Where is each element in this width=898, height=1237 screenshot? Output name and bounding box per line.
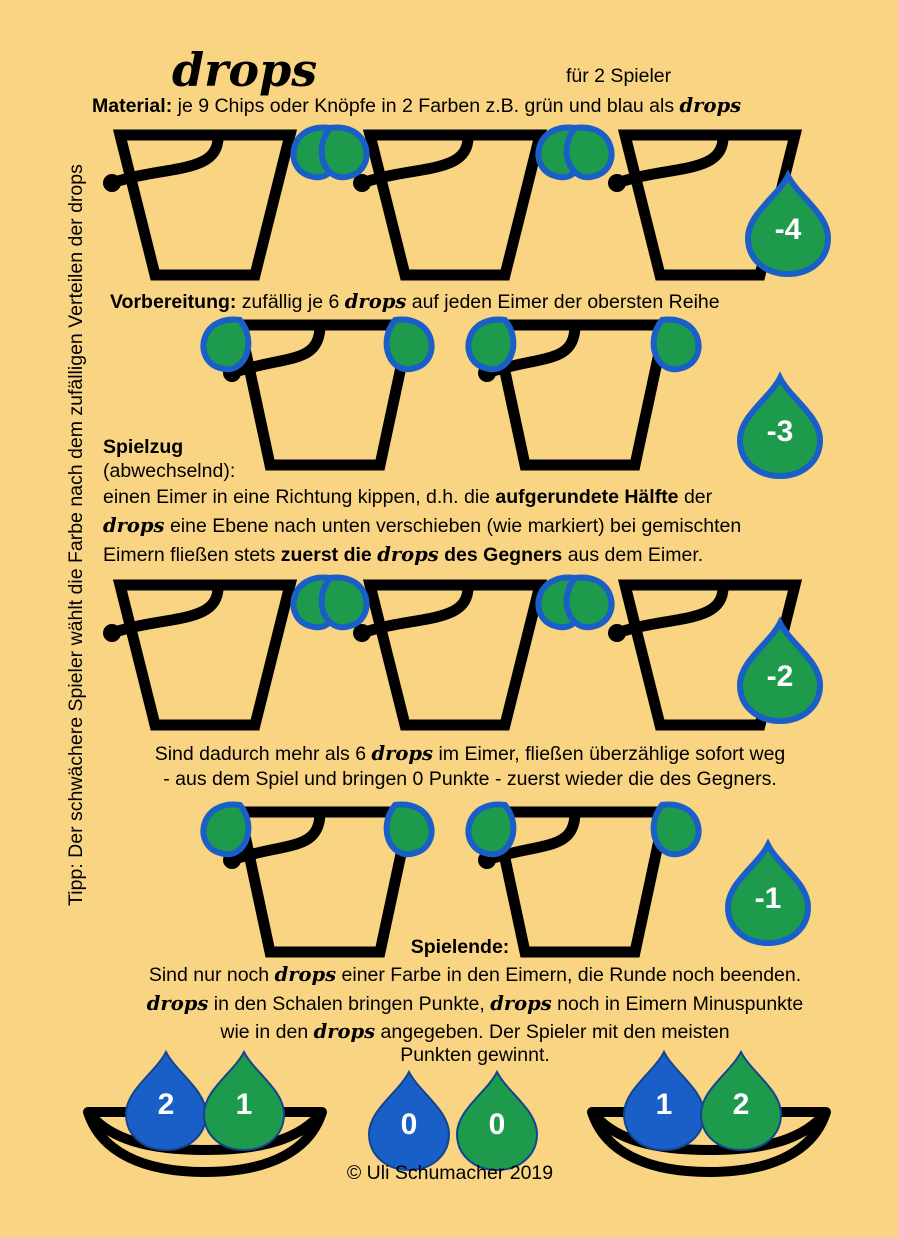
turn-line-2 — [103, 513, 741, 539]
overflow-line-1-b: im Eimer, fließen überzählige sofort weg — [433, 743, 786, 765]
material-label: Material: — [92, 95, 173, 117]
value-drop-row-3-label: -2 — [766, 660, 794, 693]
end-line-1 — [60, 962, 890, 988]
player-count: für 2 Spieler — [566, 65, 672, 87]
value-drop-row-1 — [748, 176, 828, 274]
end-label: Spielende: — [410, 936, 510, 958]
material-drops: drops — [679, 94, 742, 117]
bucket-row-4 — [223, 812, 665, 952]
bowl-left-blue-value: 2 — [157, 1088, 175, 1121]
end-line-2-a: in den Schalen bringen Punkte, — [208, 993, 491, 1015]
end-line-3-a: wie in den — [220, 1021, 314, 1043]
end-line-1-a: Sind nur noch — [148, 964, 275, 986]
turn-line-1-b: aufgerundete Hälfte — [495, 486, 679, 508]
end-line-2-drops-b: drops — [490, 992, 552, 1015]
turn-line-3-drops: drops — [377, 543, 439, 566]
turn-line-2-text: eine Ebene nach unten verschieben (wie markiert) bei gemischten — [164, 515, 742, 537]
side-tip: Tipp: Der schwächere Spieler wählt die Farbe nach dem zufälligen Verteilen der drops — [65, 164, 87, 906]
end-line-1-drops: drops — [274, 963, 337, 986]
copyright: © Uli Schumacher 2019 — [346, 1162, 554, 1184]
value-drop-row-1-label: -4 — [774, 213, 802, 246]
value-drop-row-2-label: -3 — [766, 415, 794, 448]
preparation-text-a: zufällig je 6 — [236, 291, 345, 313]
middle-blue-value: 0 — [400, 1108, 418, 1141]
end-heading — [340, 934, 580, 960]
value-drop-row-4-label: -1 — [754, 882, 782, 915]
end-line-2 — [60, 991, 890, 1017]
end-line-1-b: einer Farbe in den Eimern, die Runde noch beenden. — [336, 964, 802, 986]
value-drop-row-4 — [728, 845, 808, 943]
bucket-row-3 — [103, 585, 795, 725]
preparation-text-b: auf jeden Eimer der obersten Reihe — [406, 291, 720, 313]
turn-heading — [103, 434, 183, 460]
middle-green-value: 0 — [488, 1108, 506, 1141]
turn-label: Spielzug — [103, 436, 184, 458]
bowl-right-green-value: 2 — [732, 1088, 750, 1121]
material-text: je 9 Chips oder Knöpfe in 2 Farben z.B. grün und blau als — [172, 95, 680, 117]
turn-mode: (abwechselnd): — [103, 460, 236, 482]
turn-line-1 — [103, 484, 712, 510]
preparation-drops: drops — [344, 290, 407, 313]
overflow-line-1 — [60, 741, 880, 767]
turn-line-3-d: aus dem Eimer. — [562, 544, 704, 566]
turn-line-3 — [103, 542, 703, 568]
end-line-3-b: angegeben. Der Spieler mit den meisten — [375, 1021, 730, 1043]
overflow-line-2: - aus dem Spiel und bringen 0 Punkte - zuerst wieder die des Gegners. — [163, 768, 777, 790]
overflow-line-1-a: Sind dadurch mehr als 6 — [154, 743, 372, 765]
end-line-4: Punkten gewinnt. — [400, 1044, 550, 1066]
turn-line-1-c: der — [678, 486, 713, 508]
overflow-line-1-drops: drops — [371, 742, 434, 765]
preparation-label: Vorbereitung: — [110, 291, 237, 313]
material-line — [92, 93, 741, 119]
turn-line-2-drops: drops — [103, 514, 165, 537]
end-line-3-drops: drops — [313, 1020, 376, 1043]
turn-line-3-c: des Gegners — [438, 544, 563, 566]
bowl-right-blue-value: 1 — [655, 1088, 673, 1121]
middle-green-drop — [457, 1072, 537, 1170]
turn-line-1-a: einen Eimer in eine Richtung kippen, d.h. die — [103, 486, 496, 508]
end-line-2-b: noch in Eimern Minuspunkte — [551, 993, 804, 1015]
end-line-2-drops-a: drops — [146, 992, 209, 1015]
value-drop-row-2 — [740, 378, 820, 476]
value-drop-row-3 — [740, 623, 820, 721]
bucket-row-2 — [223, 325, 665, 465]
game-title: drops — [172, 43, 318, 97]
turn-line-3-b: zuerst die — [280, 544, 378, 566]
bucket-row-1 — [103, 135, 795, 275]
bowl-left-green-value: 1 — [235, 1088, 253, 1121]
preparation-line — [110, 289, 720, 315]
middle-blue-drop — [369, 1072, 449, 1170]
turn-line-3-a: Eimern fließen stets — [103, 544, 281, 566]
